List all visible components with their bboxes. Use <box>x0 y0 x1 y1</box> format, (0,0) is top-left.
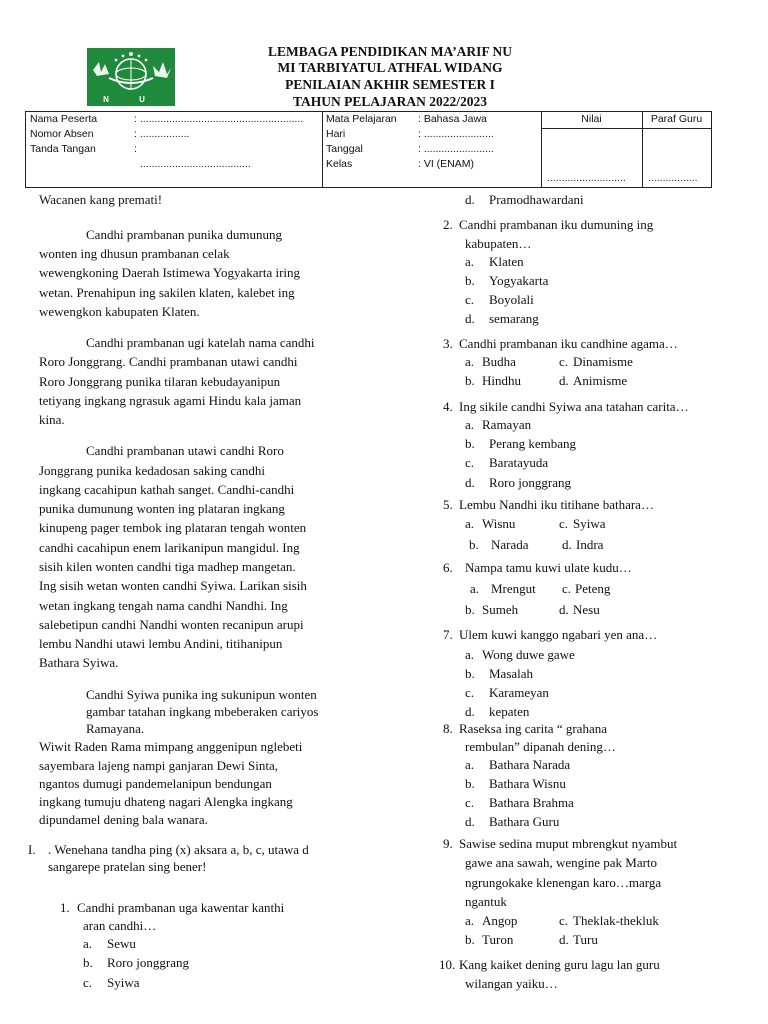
option-letter[interactable]: d. <box>562 537 572 552</box>
option-text: Indra <box>576 537 604 552</box>
option-letter[interactable]: c. <box>465 795 475 810</box>
option-text: Bathara Wisnu <box>489 776 566 791</box>
tanggal-field[interactable]: : ........................ <box>418 143 494 155</box>
option-text: Angop <box>482 913 518 928</box>
option-text: Dinamisme <box>573 354 633 369</box>
option-letter[interactable]: c. <box>562 581 572 596</box>
option-letter[interactable]: a. <box>83 936 93 951</box>
option-text: Perang kembang <box>489 436 577 451</box>
option-text: Syiwa <box>107 975 140 990</box>
option-letter[interactable]: d. <box>465 704 475 719</box>
option-text: Syiwa <box>573 516 606 531</box>
option-letter[interactable]: c. <box>559 913 569 928</box>
option-letter[interactable]: c. <box>83 975 93 990</box>
option-letter[interactable]: c. <box>559 354 569 369</box>
option-text: Boyolali <box>489 292 534 307</box>
logo-text: N U <box>103 95 159 104</box>
option-letter[interactable]: d. <box>465 311 475 326</box>
option-text: Klaten <box>489 254 524 269</box>
option-text: Yogyakarta <box>489 273 549 288</box>
option-letter[interactable]: a. <box>465 757 475 772</box>
option-letter[interactable]: a. <box>465 516 475 531</box>
option-text: Roro jonggrang <box>489 475 571 490</box>
ttd-label: Tanda Tangan <box>30 143 96 155</box>
option-text: Bathara Guru <box>489 814 560 829</box>
option-text: Animisme <box>573 373 628 388</box>
option-letter[interactable]: c. <box>465 455 475 470</box>
option-letter[interactable]: b. <box>465 776 475 791</box>
ttd-field[interactable]: ...................................... <box>140 158 251 170</box>
option-letter[interactable]: a. <box>465 254 475 269</box>
option-text: Wong duwe gawe <box>482 647 575 662</box>
option-letter[interactable]: c. <box>465 292 475 307</box>
option-text: Karameyan <box>489 685 549 700</box>
option-text: Bathara Narada <box>489 757 571 772</box>
exam-title: PENILAIAN AKHIR SEMESTER I <box>285 77 495 92</box>
institution-title: LEMBAGA PENDIDIKAN MA’ARIF NU <box>267 44 513 59</box>
kelas-value: : VI (ENAM) <box>418 158 475 170</box>
paraf-field[interactable]: ................. <box>648 172 698 184</box>
option-letter[interactable]: b. <box>465 436 475 451</box>
option-letter[interactable]: b. <box>83 955 93 970</box>
option-letter[interactable]: b. <box>465 666 475 681</box>
nama-label: Nama Peserta <box>30 113 98 125</box>
nilai-label: Nilai <box>581 113 602 125</box>
option-text: Sewu <box>107 936 136 951</box>
mapel-label: Mata Pelajaran <box>326 113 397 125</box>
academic-year: TAHUN PELAJARAN 2022/2023 <box>292 94 487 109</box>
option-letter[interactable]: a. <box>465 354 475 369</box>
option-letter[interactable]: d. <box>559 932 569 947</box>
option-letter[interactable]: b. <box>465 602 475 617</box>
option-text: Narada <box>491 537 529 552</box>
option-text: Peteng <box>575 581 611 596</box>
option-text: Hindhu <box>482 373 521 388</box>
paraf-label: Paraf Guru <box>650 113 703 125</box>
option-text: Mrengut <box>491 581 536 596</box>
option-text: Turu <box>573 932 598 947</box>
absen-label: Nomor Absen <box>30 128 94 140</box>
option-text: Ramayan <box>482 417 532 432</box>
option-text: Pramodhawardani <box>489 192 584 207</box>
option-letter[interactable]: b. <box>465 273 475 288</box>
option-text: Budha <box>482 354 516 369</box>
option-letter[interactable]: a. <box>470 581 480 596</box>
student-info-table <box>25 111 712 188</box>
option-letter[interactable]: d. <box>559 602 569 617</box>
option-text: Masalah <box>489 666 534 681</box>
option-text: Theklak-thekluk <box>573 913 659 928</box>
option-text: Turon <box>482 932 514 947</box>
option-letter[interactable]: d. <box>465 814 475 829</box>
kelas-label: Kelas <box>326 158 353 170</box>
nama-field[interactable]: : ........................................................ <box>134 113 304 125</box>
school-name: MI TARBIYATUL ATHFAL WIDANG <box>277 60 503 75</box>
absen-field[interactable]: : ................. <box>134 128 190 140</box>
option-letter[interactable]: d. <box>465 475 475 490</box>
mapel-value: : Bahasa Jawa <box>418 113 487 125</box>
option-text: Roro jonggrang <box>107 955 189 970</box>
option-letter[interactable]: d. <box>465 192 475 207</box>
option-letter[interactable]: a. <box>465 913 475 928</box>
option-text: Wisnu <box>482 516 516 531</box>
hari-label: Hari <box>326 128 346 140</box>
option-letter[interactable]: b. <box>465 932 475 947</box>
hari-field[interactable]: : ........................ <box>418 128 494 140</box>
option-letter[interactable]: c. <box>559 516 569 531</box>
nu-logo <box>87 48 175 106</box>
option-text: Nesu <box>573 602 600 617</box>
option-letter[interactable]: b. <box>469 537 479 552</box>
option-letter[interactable]: b. <box>465 373 475 388</box>
option-text: Sumeh <box>482 602 519 617</box>
option-text: Baratayuda <box>489 455 549 470</box>
option-text: kepaten <box>489 704 530 719</box>
option-letter[interactable]: c. <box>465 685 475 700</box>
option-letter[interactable]: d. <box>559 373 569 388</box>
nilai-field[interactable]: ........................... <box>547 172 626 184</box>
option-letter[interactable]: a. <box>465 417 475 432</box>
option-text: Bathara Brahma <box>489 795 574 810</box>
ttd-colon: : <box>134 143 137 155</box>
option-letter[interactable]: a. <box>465 647 475 662</box>
option-text: semarang <box>489 311 539 326</box>
tanggal-label: Tanggal <box>326 143 363 155</box>
instruction: Wacanen kang premati! <box>39 192 163 207</box>
